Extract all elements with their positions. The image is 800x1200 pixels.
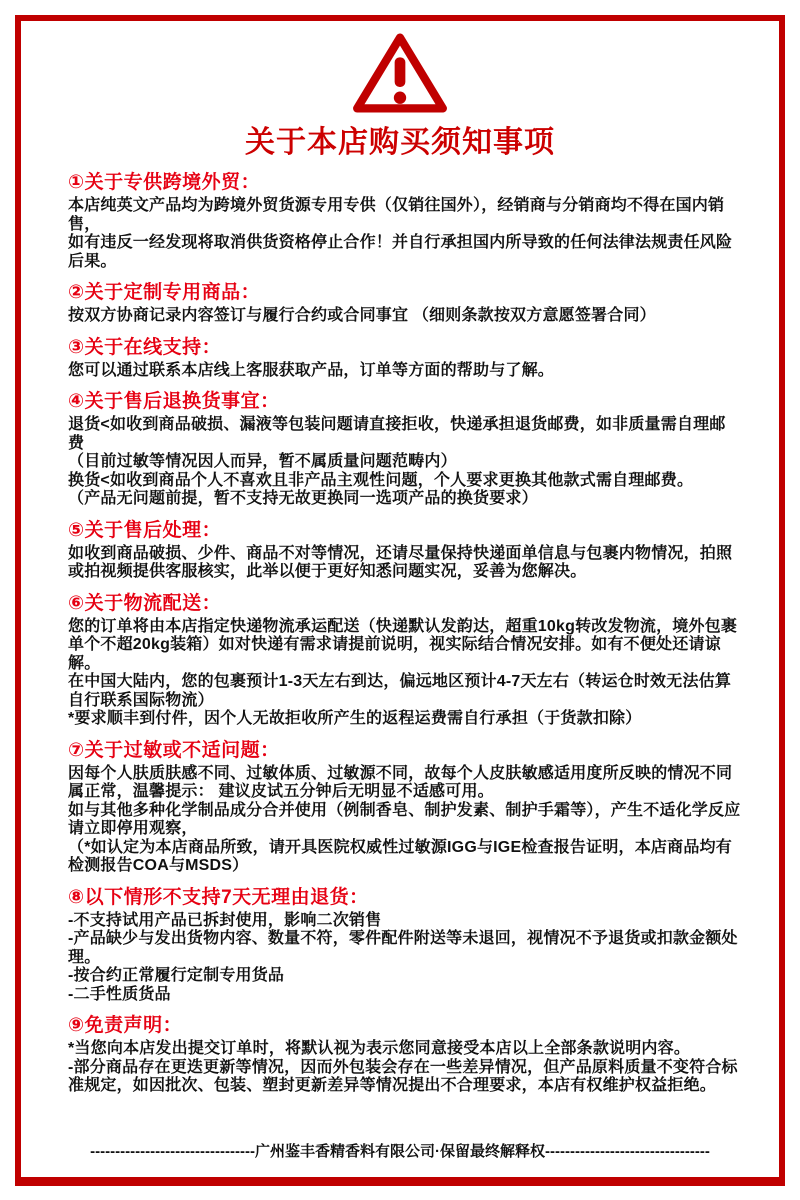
section-heading: ⑧以下情形不支持7天无理由退货： — [68, 886, 369, 908]
footer-dashes-left: --------------------------------- — [90, 1143, 255, 1160]
section-heading: ⑤关于售后处理： — [68, 519, 222, 541]
section-line: 如收到商品破损、少件、商品不对等情况，还请尽量保持快递面单信息与包裹内物情况，拍照或拍视频提供客服核实，此举以便于更好知悉问题实况，妥善为您解决。 — [68, 544, 733, 580]
section-line: -不支持试用产品已拆封使用，影响二次销售 — [68, 911, 382, 929]
footer-dashes-right: --------------------------------- — [545, 1143, 710, 1160]
footer-line — [21, 1140, 779, 1161]
section-no-reason-return-exclusions — [68, 887, 741, 1005]
section-line: -产品缺少与发出货物内容、数量不符，零件配件附送等未退回，视情况不予退货或扣款金额处理。 — [68, 930, 738, 966]
section-line: 因每个人肤质肤感不同、过敏体质、过敏源不同，故每个人皮肤敏感适用度所反映的情况不同属正常，温馨提示： 建议皮试五分钟后无明显不适感可用。 — [68, 764, 733, 800]
section-heading: ⑦关于过敏或不适问题： — [68, 739, 280, 761]
section-line: -部分商品存在更迭更新等情况，因而外包装会存在一些差异情况，但产品原料质量不变符合标准规定，如因批次、包装、塑封更新差异等情况提出不合理要求，本店有权维护权益拒绝。 — [68, 1058, 738, 1094]
header — [21, 31, 779, 161]
section-custom-goods — [68, 282, 741, 326]
section-cross-border-trade — [68, 172, 741, 271]
section-line: （*如认定为本店商品所致，请开具医院权威性过敏源IGG与IGE检查报告证明，本店商品均有检测报告COA与MSDS） — [68, 838, 732, 874]
section-online-support — [68, 337, 741, 381]
section-line: 在中国大陆内，您的包裹预计1-3天左右到达，偏远地区预计4-7天左右（转运仓时效无法估算自行联系国际物流） — [68, 673, 732, 709]
section-after-sales — [68, 520, 741, 582]
section-line: 您可以通过联系本店线上客服获取产品，订单等方面的帮助与了解。 — [68, 361, 555, 379]
section-returns-exchanges — [68, 391, 741, 509]
section-heading: ②关于定制专用商品： — [68, 282, 261, 303]
section-heading: ③关于在线支持： — [68, 336, 222, 358]
section-heading: ⑥关于物流配送： — [68, 592, 222, 614]
section-line: -按合约正常履行定制专用货品 — [68, 967, 285, 984]
footer-company-name: 广州鉴丰香精香料有限公司·保留最终解释权 — [255, 1143, 545, 1160]
section-line: 如有违反一经发现将取消供货资格停止合作！并自行承担国内所导致的任何法律法规责任风险后果。 — [68, 234, 733, 270]
section-line: -二手性质货品 — [68, 985, 171, 1003]
notice-sections — [21, 172, 779, 1096]
section-allergy — [68, 740, 741, 876]
section-line: *要求顺丰到付件，因个人无故拒收所产生的返程运费需自行承担（于货款扣除） — [68, 710, 642, 727]
section-line: 按双方协商记录内容签订与履行合约或合同事宜 （细则条款按双方意愿签署合同） — [68, 307, 656, 324]
section-line: （产品无问题前提，暂不支持无故更换同一选项产品的换货要求） — [68, 490, 538, 507]
warning-triangle-icon — [350, 31, 450, 115]
section-heading: ④关于售后退换货事宜： — [68, 391, 280, 412]
section-line: 换货<如收到商品个人不喜欢且非产品主观性问题，个人要求更换其他款式需自理邮费。 — [68, 471, 694, 489]
section-line: 退货<如收到商品破损、漏液等包装问题请直接拒收，快递承担退货邮费，如非质量需自理邮费 — [68, 416, 726, 452]
section-line: *当您向本店发出提交订单时，将默认视为表示您同意接受本店以上全部条款说明内容。 — [68, 1040, 691, 1057]
section-heading: ⑨免责声明： — [68, 1015, 183, 1036]
section-line: （目前过敏等情况因人而异，暂不属质量问题范畴内） — [68, 453, 457, 470]
section-line: 您的订单将由本店指定快递物流承运配送（快递默认发韵达，超重10kg转改发物流，境外包裹单个不超20kg装箱）如对快递有需求请提前说明，视实际结合情况安排。如有不便处还请谅解。 — [68, 617, 738, 672]
section-logistics — [68, 593, 741, 729]
section-heading: ①关于专供跨境外贸： — [68, 172, 261, 193]
section-disclaimer — [68, 1015, 741, 1096]
section-line: 本店纯英文产品均为跨境外贸货源专用专供（仅销往国外），经销商与分销商均不得在国内销售， — [68, 197, 725, 233]
notice-border-frame — [15, 15, 785, 1186]
section-line: 如与其他多种化学制品成分合并使用（例制香皂、制护发素、制护手霜等），产生不适化学反应请立即停用观察， — [68, 801, 741, 837]
page-title: 关于本店购买须知事项 — [245, 126, 555, 159]
